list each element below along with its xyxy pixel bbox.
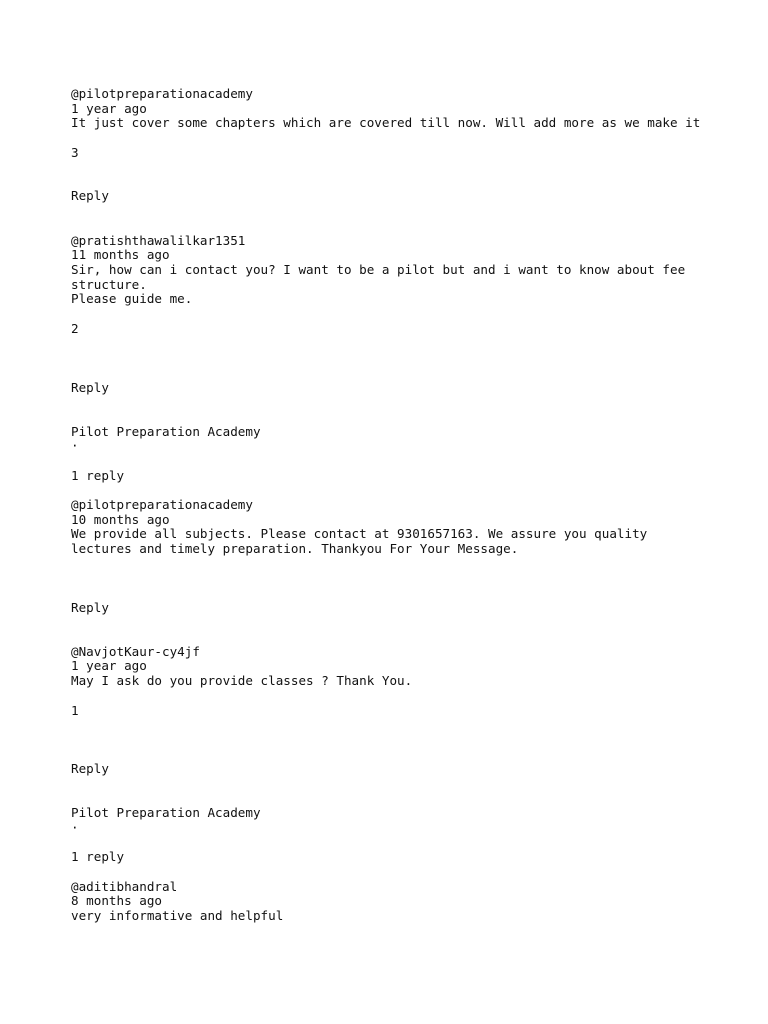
like-count: 3 (71, 145, 79, 160)
comment-author[interactable]: @pilotpreparationacademy (71, 86, 253, 101)
comment-author[interactable]: @NavjotKaur-cy4jf (71, 644, 200, 659)
reply-button[interactable]: Reply (71, 600, 109, 615)
reply-button[interactable]: Reply (71, 188, 109, 203)
reply-author[interactable]: @pilotpreparationacademy (71, 497, 253, 512)
like-count: 2 (71, 321, 79, 336)
comment-time[interactable]: 11 months ago (71, 247, 170, 262)
view-replies-button[interactable]: 1 reply (71, 468, 125, 483)
reply-time[interactable]: 10 months ago (71, 512, 170, 527)
comment-time[interactable]: 1 year ago (71, 101, 147, 116)
separator-dot: · (71, 438, 79, 453)
separator-dot: · (71, 820, 79, 835)
hearted-by-creator: Pilot Preparation Academy (71, 424, 261, 439)
comment-time[interactable]: 1 year ago (71, 658, 147, 673)
reply-time[interactable]: 8 months ago (71, 893, 162, 908)
comment-text-line2: Please guide me. (71, 291, 193, 306)
reply-author[interactable]: @aditibhandral (71, 879, 178, 894)
view-replies-button[interactable]: 1 reply (71, 849, 125, 864)
hearted-by-creator: Pilot Preparation Academy (71, 805, 261, 820)
reply-text: We provide all subjects. Please contact at 9301657163. We assure you quality lectures and timely preparation. Thankyou For Your Message. (71, 526, 648, 556)
comment-text: It just cover some chapters which are covered till now. Will add more as we make it (71, 115, 701, 130)
comment-author[interactable]: @pratishthawalilkar1351 (71, 233, 246, 248)
reply-text: very informative and helpful (71, 908, 284, 923)
comment-text: May I ask do you provide classes ? Thank You. (71, 673, 413, 688)
reply-button[interactable]: Reply (71, 761, 109, 776)
reply-button[interactable]: Reply (71, 380, 109, 395)
like-count: 1 (71, 703, 79, 718)
comment-text: Sir, how can i contact you? I want to be a pilot but and i want to know about fee structure. (71, 262, 686, 292)
